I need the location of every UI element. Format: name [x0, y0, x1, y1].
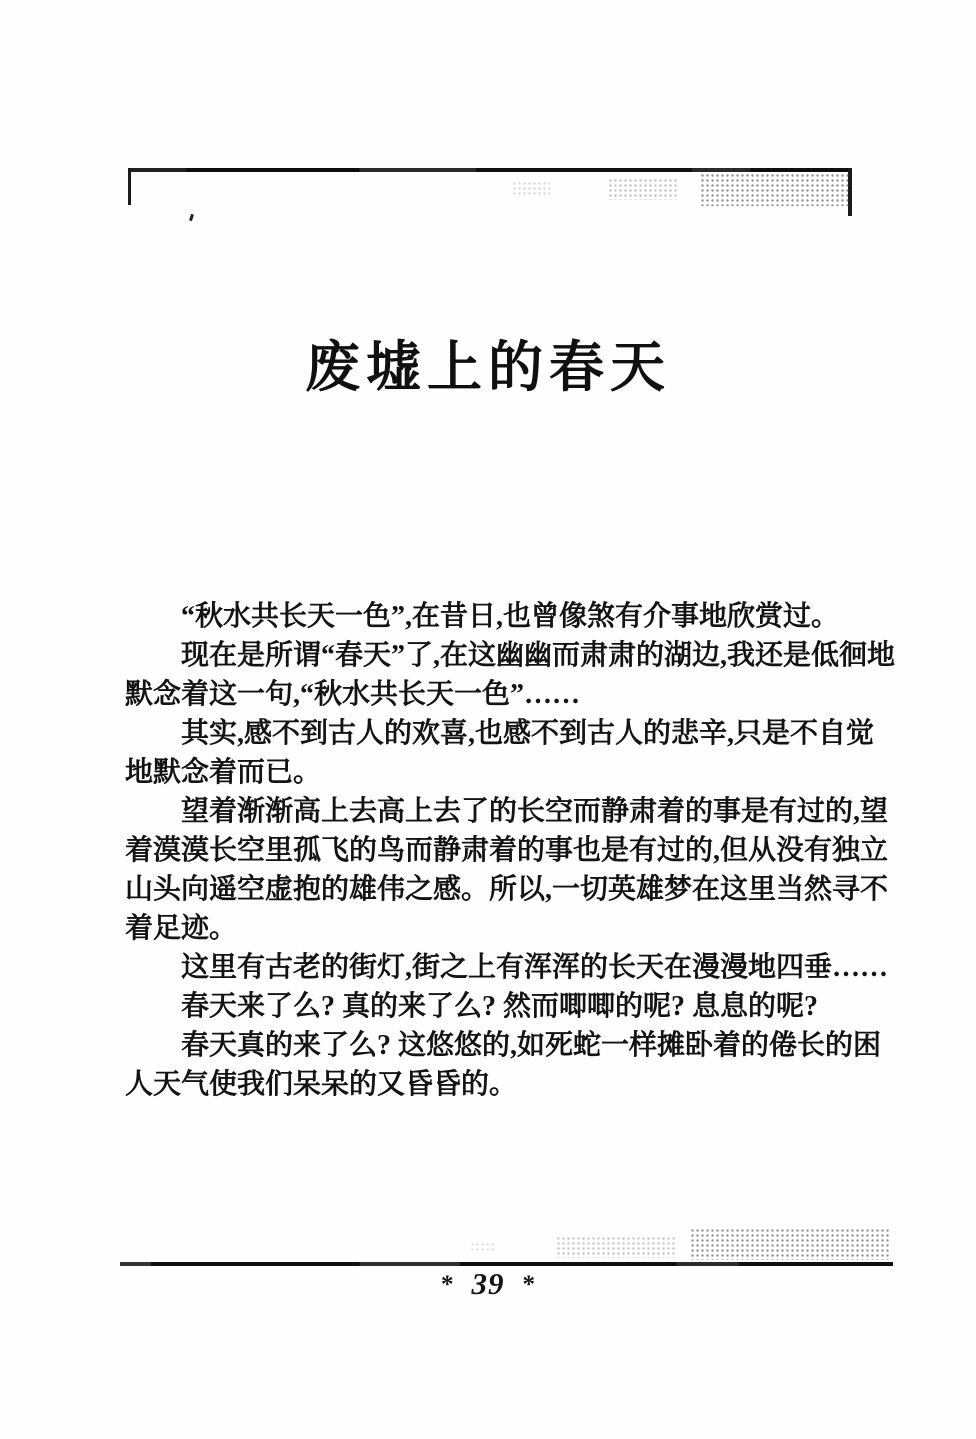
- top-frame-left-corner: [128, 168, 131, 205]
- text-line: 春天真的来了么? 这悠悠的,如死蛇一样摊卧着的倦长的困: [181, 1030, 882, 1061]
- scan-noise-bottom: [556, 1236, 676, 1258]
- text-line: 其实,感不到古人的欢喜,也感不到古人的悲辛,只是不自觉: [181, 718, 875, 749]
- page-number: [0, 1266, 976, 1302]
- page-number-value: 39: [471, 1266, 505, 1301]
- text-line: 着足迹。: [125, 913, 238, 944]
- text-line: 地默念着而已。: [125, 757, 322, 788]
- scan-noise-bottom: [470, 1242, 496, 1252]
- text-line: 山头向遥空虚抱的雄伟之感。所以,一切英雄梦在这里当然寻不: [125, 874, 889, 905]
- scan-noise-top: [608, 178, 678, 200]
- body-text: [125, 597, 896, 1104]
- text-line: 现在是所谓“春天”了,在这幽幽而肃肃的湖边,我还是低徊地: [181, 640, 896, 671]
- top-frame-line: [128, 168, 852, 172]
- text-line: 春天来了么? 真的来了么? 然而唧唧的呢? 息息的呢?: [181, 991, 819, 1022]
- page-title: 废墟上的春天: [304, 337, 671, 398]
- text-line: 这里有古老的街灯,街之上有浑浑的长天在漫漫地四垂……: [181, 952, 889, 983]
- text-line: 人天气使我们呆呆的又昏昏的。: [125, 1069, 518, 1100]
- ink-speck: [189, 214, 194, 222]
- scan-noise-bottom: [690, 1228, 890, 1260]
- page-number-left-star: *: [441, 1271, 454, 1298]
- text-line: 望着渐渐高上去高上去了的长空而静肃着的事是有过的,望: [181, 796, 889, 827]
- scan-noise-top: [700, 173, 850, 206]
- page-number-right-star: *: [522, 1271, 535, 1298]
- text-line: 着漠漠长空里孤飞的鸟而静肃着的事也是有过的,但从没有独立: [125, 835, 889, 866]
- text-line: “秋水共长天一色”,在昔日,也曾像煞有介事地欣赏过。: [181, 601, 840, 632]
- text-line: 默念着这一句,“秋水共长天一色”……: [125, 679, 581, 710]
- scan-noise-top: [512, 181, 550, 195]
